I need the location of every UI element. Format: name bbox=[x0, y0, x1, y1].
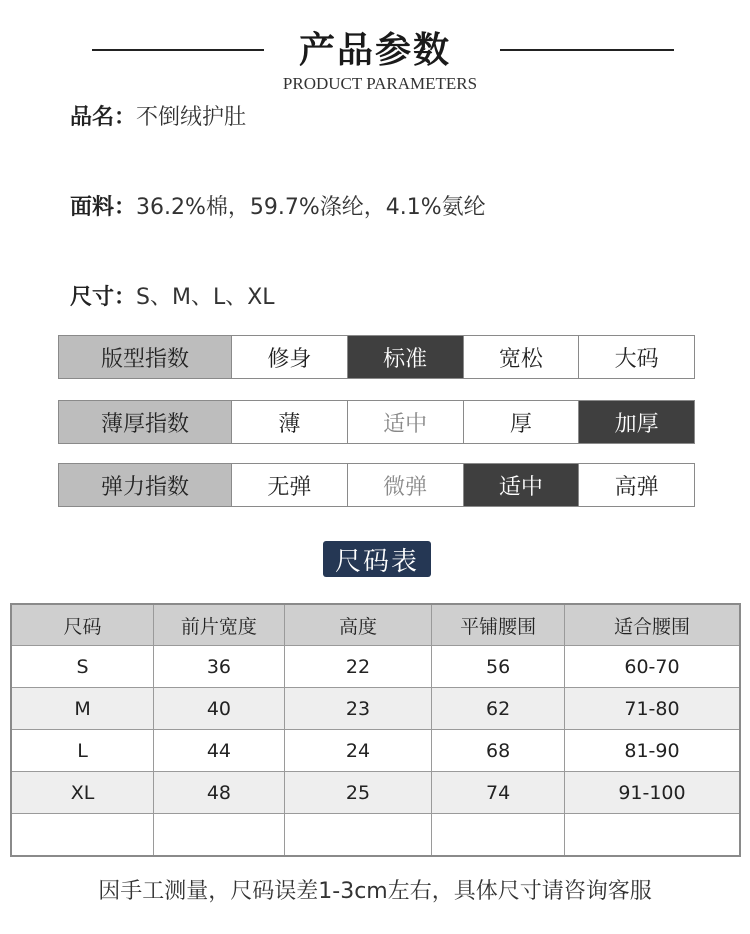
index-option: 无弹 bbox=[232, 464, 348, 506]
param-label: 尺寸： bbox=[70, 285, 137, 310]
table-cell: 56 bbox=[432, 646, 565, 688]
table-row bbox=[11, 646, 740, 688]
index-label: 版型指数 bbox=[59, 336, 232, 378]
index-option: 宽松 bbox=[464, 336, 580, 378]
table-cell: 81-90 bbox=[564, 730, 740, 772]
table-header-cell: 高度 bbox=[284, 604, 432, 646]
table-cell: 23 bbox=[284, 688, 432, 730]
table-cell bbox=[154, 814, 285, 857]
index-option: 厚 bbox=[464, 401, 580, 443]
table-cell bbox=[432, 814, 565, 857]
table-header-row bbox=[11, 604, 740, 646]
index-option: 适中 bbox=[464, 464, 580, 506]
index-thickness bbox=[58, 400, 695, 444]
measurement-note: 因手工测量，尺码误差1-3cm左右，具体尺寸请咨询客服 bbox=[98, 879, 652, 904]
table-cell: M bbox=[11, 688, 154, 730]
table-cell: 22 bbox=[284, 646, 432, 688]
index-option: 标准 bbox=[348, 336, 464, 378]
index-label: 薄厚指数 bbox=[59, 401, 232, 443]
index-elasticity bbox=[58, 463, 695, 507]
param-label: 面料： bbox=[70, 195, 137, 220]
table-cell: XL bbox=[11, 772, 154, 814]
table-cell bbox=[11, 814, 154, 857]
table-cell: 40 bbox=[154, 688, 285, 730]
param-size bbox=[70, 280, 275, 311]
table-cell bbox=[284, 814, 432, 857]
header bbox=[0, 0, 750, 100]
table-cell: 62 bbox=[432, 688, 565, 730]
index-fit bbox=[58, 335, 695, 379]
table-row bbox=[11, 688, 740, 730]
index-option: 薄 bbox=[232, 401, 348, 443]
index-option: 加厚 bbox=[579, 401, 694, 443]
param-product-name bbox=[70, 100, 246, 131]
table-cell: 91-100 bbox=[564, 772, 740, 814]
table-cell: 48 bbox=[154, 772, 285, 814]
table-header-cell: 前片宽度 bbox=[154, 604, 285, 646]
param-fabric bbox=[70, 190, 486, 221]
param-value: 36.2%棉，59.7%涤纶，4.1%氨纶 bbox=[136, 195, 486, 220]
size-chart-title: 尺码表 bbox=[323, 541, 431, 577]
index-option: 修身 bbox=[232, 336, 348, 378]
param-label: 品名： bbox=[70, 105, 137, 130]
table-cell: 71-80 bbox=[564, 688, 740, 730]
index-option: 大码 bbox=[579, 336, 694, 378]
table-header-cell: 适合腰围 bbox=[564, 604, 740, 646]
index-label: 弹力指数 bbox=[59, 464, 232, 506]
size-table bbox=[10, 603, 741, 857]
table-cell: L bbox=[11, 730, 154, 772]
page-subtitle: PRODUCT PARAMETERS bbox=[282, 74, 478, 93]
table-header-cell: 平铺腰围 bbox=[432, 604, 565, 646]
header-line-right bbox=[500, 49, 674, 51]
table-cell: 36 bbox=[154, 646, 285, 688]
index-option: 适中 bbox=[348, 401, 464, 443]
param-value: 不倒绒护肚 bbox=[136, 105, 247, 130]
table-cell: 60-70 bbox=[564, 646, 740, 688]
table-cell: 25 bbox=[284, 772, 432, 814]
table-row bbox=[11, 814, 740, 857]
table-header-cell: 尺码 bbox=[11, 604, 154, 646]
param-value: S、M、L、XL bbox=[136, 285, 275, 310]
table-cell: 24 bbox=[284, 730, 432, 772]
table-cell: 44 bbox=[154, 730, 285, 772]
table-cell: 68 bbox=[432, 730, 565, 772]
table-cell bbox=[564, 814, 740, 857]
table-row bbox=[11, 730, 740, 772]
page-title: 产品参数 bbox=[298, 30, 451, 71]
index-option: 高弹 bbox=[579, 464, 694, 506]
index-option: 微弹 bbox=[348, 464, 464, 506]
table-cell: 74 bbox=[432, 772, 565, 814]
table-row bbox=[11, 772, 740, 814]
table-cell: S bbox=[11, 646, 154, 688]
